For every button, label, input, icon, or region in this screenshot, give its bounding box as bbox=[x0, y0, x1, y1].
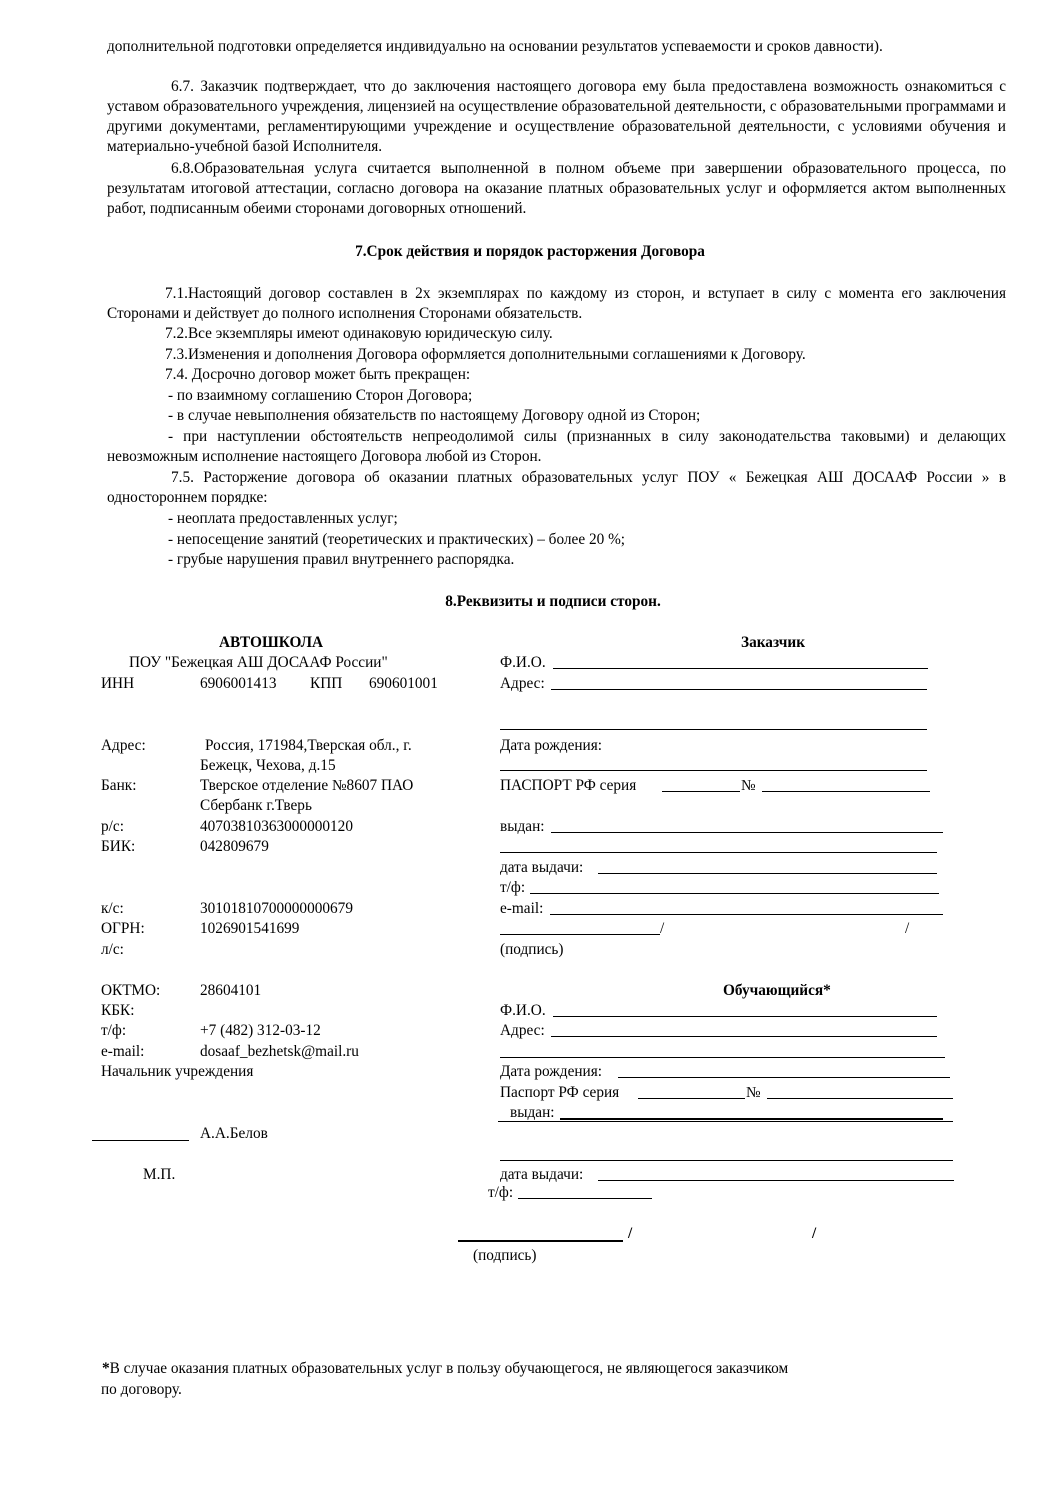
paragraph-6-6-tail: дополнительной подготовки определяется индивидуально на основании результатов успеваемости и сроков давности). bbox=[107, 38, 883, 55]
paragraph-7-5: 7.5. Расторжение договора об оказании платных образовательных услуг ПОУ « Бежецкая АШ ДОСААФ России » в одностороннем порядке: bbox=[107, 469, 1006, 506]
student-address-label: Адрес: bbox=[500, 1022, 545, 1039]
customer-issued-line-2 bbox=[500, 852, 937, 853]
head-name: А.А.Белов bbox=[200, 1125, 268, 1142]
section-8-title: 8.Реквизиты и подписи сторон. bbox=[445, 593, 661, 610]
customer-passport-label: ПАСПОРТ РФ серия bbox=[500, 777, 637, 794]
footnote-line-2: по договору. bbox=[101, 1381, 182, 1398]
paragraph-7-4: 7.4. Досрочно договор может быть прекращен: bbox=[165, 366, 471, 383]
school-address-label: Адрес: bbox=[101, 737, 146, 754]
paragraph-7-4-a: - по взаимному соглашению Сторон Договора; bbox=[168, 387, 473, 404]
student-fio-line bbox=[553, 1016, 937, 1017]
section-7-title: 7.Срок действия и порядок расторжения Договора bbox=[355, 243, 705, 260]
footnote-star: * bbox=[102, 1360, 110, 1377]
customer-address-label: Адрес: bbox=[500, 675, 545, 692]
paragraph-7-4-c: - при наступлении обстоятельств непреодолимой силы (признанных в силу законодательства таковыми) и делающих невозможным исполнение настоящего Договора любой из Сторон. bbox=[107, 428, 1006, 465]
student-passport-series-line bbox=[638, 1098, 745, 1099]
student-issue-date-line-a bbox=[598, 1180, 748, 1181]
student-heading: Обучающийся* bbox=[723, 982, 831, 999]
customer-issued-label: выдан: bbox=[500, 818, 545, 835]
customer-slash-2: / bbox=[905, 920, 910, 937]
student-address-line bbox=[551, 1036, 937, 1037]
paragraph-6-7: 6.7. Заказчик подтверждает, что до заключения настоящего договора ему была предоставлена возможность ознакомиться с уставом образовательного учреждения, лицензией на осуществление образовательной деятельности, с образовательными программами и другими документами, регламентирующими учреждение и осуществление образовательной деятельности, с условиями обучения и материально-учебной базой Исполнителя. bbox=[107, 78, 1006, 155]
student-issued-line-2 bbox=[500, 1160, 953, 1161]
student-signature-label: (подпись) bbox=[473, 1247, 537, 1264]
school-heading: АВТОШКОЛА bbox=[219, 634, 324, 651]
student-passport-number-line bbox=[767, 1098, 953, 1099]
ks-label: к/с: bbox=[101, 900, 124, 917]
customer-issued-line-a bbox=[551, 832, 766, 833]
customer-address-line bbox=[551, 689, 927, 690]
student-issued-underline bbox=[498, 1121, 953, 1122]
bank-line2: Сбербанк г.Тверь bbox=[200, 797, 312, 814]
customer-signature-line bbox=[500, 934, 660, 935]
footnote-line-1 bbox=[102, 1359, 788, 1379]
kpp-value: 690601001 bbox=[369, 675, 438, 692]
kpp-label: КПП bbox=[310, 675, 343, 692]
bik-value: 042809679 bbox=[200, 838, 269, 855]
student-issued-line bbox=[560, 1118, 943, 1120]
paragraph-7-1: 7.1.Настоящий договор составлен в 2х экземплярах по каждому из сторон, и вступает в силу с момента его заключения Сторонами и действует до полного исполнения Сторонами обязательств. bbox=[107, 285, 1006, 322]
student-tf-label: т/ф: bbox=[488, 1184, 514, 1201]
school-name: ПОУ "Бежецкая АШ ДОСААФ России" bbox=[129, 654, 388, 671]
student-slash-1: / bbox=[628, 1225, 633, 1242]
school-email-value: dosaaf_bezhetsk@mail.ru bbox=[200, 1043, 359, 1060]
customer-address-line-2 bbox=[500, 729, 927, 730]
paragraph-7-3: 7.3.Изменения и дополнения Договора оформляется дополнительными соглашениями к Договору. bbox=[165, 346, 806, 363]
customer-signature-label: (подпись) bbox=[500, 941, 564, 958]
paragraph-7-5-b: - непосещение занятий (теоретических и практических) – более 20 %; bbox=[168, 531, 626, 548]
paragraph-6-8: 6.8.Образовательная услуга считается выполненной в полном объеме при завершении образовательного процесса, по результатам итоговой аттестации, согласно договора на оказание платных образовательных услуг и оформляется актом выполненных работ, подписанным обеими сторонами договорных отношений. bbox=[107, 160, 1006, 217]
customer-issued-line-b bbox=[766, 832, 943, 833]
inn-label: ИНН bbox=[101, 675, 135, 692]
customer-issue-date-label: дата выдачи: bbox=[500, 859, 584, 876]
student-dob-line-a bbox=[618, 1077, 832, 1078]
customer-heading: Заказчик bbox=[741, 634, 806, 651]
student-passport-number-sign: № bbox=[746, 1084, 761, 1101]
customer-email-label: e-mail: bbox=[500, 900, 544, 917]
rs-value: 40703810363000000120 bbox=[200, 818, 353, 835]
customer-passport-series-line bbox=[662, 791, 740, 792]
ls-label: л/с: bbox=[101, 941, 124, 958]
school-address-line2: Бежецк, Чехова, д.15 bbox=[200, 757, 336, 774]
school-email-label: e-mail: bbox=[101, 1043, 145, 1060]
paragraph-7-5-c: - грубые нарушения правил внутреннего распорядка. bbox=[168, 551, 515, 568]
bik-label: БИК: bbox=[101, 838, 136, 855]
inn-value: 6906001413 bbox=[200, 675, 277, 692]
customer-passport-number-sign: № bbox=[741, 777, 756, 794]
customer-passport-number-line bbox=[762, 791, 930, 792]
student-dob-line-b bbox=[832, 1077, 950, 1078]
school-tf-value: +7 (482) 312-03-12 bbox=[200, 1022, 321, 1039]
paragraph-7-4-b: - в случае невыполнения обязательств по настоящему Договору одной из Сторон; bbox=[168, 407, 701, 424]
customer-tf-label: т/ф: bbox=[500, 879, 526, 896]
student-fio-label: Ф.И.О. bbox=[500, 1002, 546, 1019]
oktmo-value: 28604101 bbox=[200, 982, 262, 999]
student-issue-date-label: дата выдачи: bbox=[500, 1166, 584, 1183]
student-issued-label: выдан: bbox=[510, 1104, 555, 1121]
customer-fio-line bbox=[553, 668, 928, 669]
paragraph-7-2: 7.2.Все экземпляры имеют одинаковую юридическую силу. bbox=[165, 325, 553, 342]
customer-fio-label: Ф.И.О. bbox=[500, 654, 546, 671]
paragraph-7-5-a: - неоплата предоставленных услуг; bbox=[168, 510, 398, 527]
student-slash-2: / bbox=[812, 1225, 817, 1242]
ks-value: 30101810700000000679 bbox=[200, 900, 353, 917]
student-signature-line bbox=[458, 1240, 623, 1242]
customer-tf-line bbox=[530, 893, 939, 894]
head-signature-line bbox=[92, 1140, 189, 1141]
student-address-line-2 bbox=[500, 1057, 945, 1058]
rs-label: р/с: bbox=[101, 818, 124, 835]
head-title: Начальник учреждения bbox=[101, 1063, 254, 1080]
ogrn-label: ОГРН: bbox=[101, 920, 145, 937]
bank-line1: Тверское отделение №8607 ПАО bbox=[200, 777, 414, 794]
oktmo-label: ОКТМО: bbox=[101, 982, 161, 999]
customer-issue-date-line bbox=[598, 873, 937, 874]
ogrn-value: 1026901541699 bbox=[200, 920, 300, 937]
kbk-label: КБК: bbox=[101, 1002, 135, 1019]
customer-dob-label: Дата рождения: bbox=[500, 737, 603, 754]
customer-slash-1: / bbox=[660, 920, 665, 937]
student-dob-label: Дата рождения: bbox=[500, 1063, 603, 1080]
student-tf-line bbox=[518, 1198, 652, 1199]
stamp-label: М.П. bbox=[143, 1166, 176, 1183]
school-address-line1: Россия, 171984,Тверская обл., г. bbox=[205, 737, 412, 754]
school-tf-label: т/ф: bbox=[101, 1022, 127, 1039]
footnote-text-1: В случае оказания платных образовательных услуг в пользу обучающегося, не являющегося заказчиком bbox=[109, 1360, 789, 1377]
student-passport-label: Паспорт РФ серия bbox=[500, 1084, 620, 1101]
customer-email-line bbox=[550, 914, 943, 915]
customer-dob-line bbox=[500, 770, 927, 771]
student-issue-date-line-b bbox=[748, 1180, 954, 1181]
bank-label: Банк: bbox=[101, 777, 137, 794]
